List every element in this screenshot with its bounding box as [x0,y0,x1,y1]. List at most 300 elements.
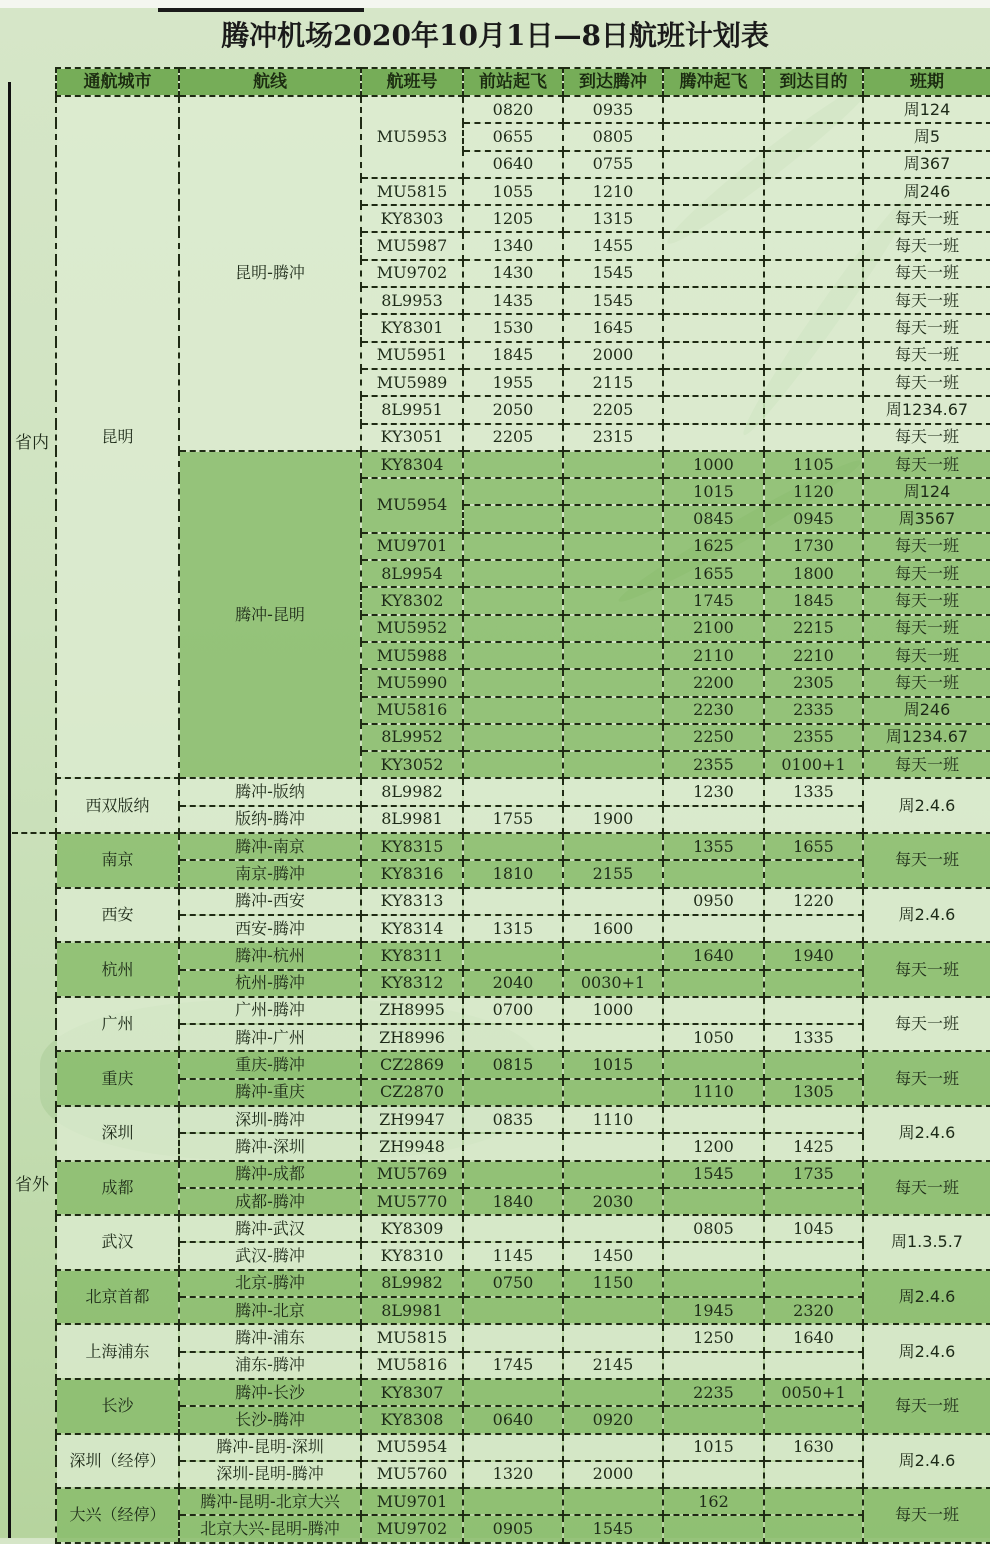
arrive-tengchong-cell [563,505,663,532]
table-row [56,942,990,969]
arrive-destination-cell [764,314,863,341]
region-label: 省外 [15,1175,49,1195]
prev-depart-cell [463,1379,563,1406]
arrive-destination-cell [764,1352,863,1379]
table-row [56,96,990,123]
arrive-tengchong-cell: 1455 [563,232,663,259]
tengchong-depart-cell [663,287,764,314]
arrive-tengchong-cell: 1150 [563,1270,663,1297]
tengchong-depart-cell [663,96,764,123]
arrive-tengchong-cell: 1645 [563,314,663,341]
tengchong-depart-cell: 0950 [663,888,764,915]
arrive-destination-cell [764,369,863,396]
route-cell: 武汉-腾冲 [179,1242,361,1269]
arrive-tengchong-cell: 1545 [563,287,663,314]
arrive-tengchong-cell: 1450 [563,1242,663,1269]
arrive-tengchong-cell [563,1434,663,1461]
table-row [56,1379,990,1406]
prev-depart-cell: 2050 [463,396,563,423]
arrive-destination-cell [764,287,863,314]
tengchong-depart-cell [663,396,764,423]
route-cell: 广州-腾冲 [179,997,361,1024]
flight-number-cell: MU5990 [361,669,463,696]
flight-number-cell: 8L9982 [361,1270,463,1297]
schedule-cell: 周5 [863,123,990,150]
arrive-destination-cell: 1655 [764,833,863,860]
schedule-cell: 周124 [863,96,990,123]
arrive-destination-cell [764,1051,863,1078]
flight-number-cell: MU5988 [361,642,463,669]
arrive-tengchong-cell: 1315 [563,205,663,232]
schedule-cell: 周2.4.6 [863,1434,990,1489]
flight-number-cell: KY8307 [361,1379,463,1406]
schedule-cell: 周2.4.6 [863,1270,990,1325]
schedule-cell: 每天一班 [863,205,990,232]
tengchong-depart-cell: 2355 [663,751,764,778]
city-cell: 重庆 [56,1051,179,1106]
flight-number-cell: MU5954 [361,478,463,533]
route-cell: 浦东-腾冲 [179,1352,361,1379]
tengchong-depart-cell: 1110 [663,1079,764,1106]
flight-number-cell: 8L9953 [361,287,463,314]
flight-number-cell: KY8309 [361,1215,463,1242]
city-cell: 武汉 [56,1215,179,1270]
arrive-destination-cell: 1730 [764,533,863,560]
tengchong-depart-cell [663,260,764,287]
table-row [56,1434,990,1461]
tengchong-depart-cell: 1655 [663,560,764,587]
city-cell: 昆明 [56,96,179,778]
flight-number-cell: ZH9948 [361,1133,463,1160]
table-row [56,1133,990,1160]
prev-depart-cell [463,1297,563,1324]
route-cell: 长沙-腾冲 [179,1406,361,1433]
arrive-tengchong-cell: 2315 [563,424,663,451]
header-arrive-tengchong: 到达腾冲 [563,68,663,96]
flight-number-cell: MU5951 [361,342,463,369]
arrive-destination-cell: 1105 [764,451,863,478]
tengchong-depart-cell: 1250 [663,1324,764,1351]
tengchong-depart-cell: 1015 [663,478,764,505]
tengchong-depart-cell: 162 [663,1488,764,1515]
arrive-tengchong-cell: 1900 [563,806,663,833]
route-cell: 腾冲-昆明 [179,451,361,779]
prev-depart-cell [463,669,563,696]
flight-number-cell: MU5952 [361,615,463,642]
arrive-tengchong-cell [563,642,663,669]
prev-depart-cell: 1755 [463,806,563,833]
arrive-tengchong-cell [563,560,663,587]
top-dark-rule [158,8,364,12]
prev-depart-cell: 0835 [463,1106,563,1133]
prev-depart-cell [463,533,563,560]
schedule-cell: 每天一班 [863,642,990,669]
table-body [56,96,990,1543]
tengchong-depart-cell: 1640 [663,942,764,969]
top-strip [0,0,990,8]
table-row [56,1515,990,1542]
arrive-tengchong-cell: 2000 [563,342,663,369]
tengchong-depart-cell [663,424,764,451]
route-cell: 腾冲-浦东 [179,1324,361,1351]
left-rule [8,82,11,1538]
header-schedule: 班期 [863,68,990,96]
arrive-tengchong-cell [563,724,663,751]
tengchong-depart-cell: 2110 [663,642,764,669]
flight-number-cell: KY8303 [361,205,463,232]
prev-depart-cell: 1315 [463,915,563,942]
schedule-cell: 每天一班 [863,533,990,560]
tengchong-depart-cell: 2230 [663,697,764,724]
route-cell: 杭州-腾冲 [179,970,361,997]
arrive-tengchong-cell: 0030+1 [563,970,663,997]
prev-depart-cell [463,833,563,860]
tengchong-depart-cell [663,1106,764,1133]
route-cell: 重庆-腾冲 [179,1051,361,1078]
flight-number-cell: MU9701 [361,1488,463,1515]
arrive-destination-cell [764,342,863,369]
flight-number-cell: MU5760 [361,1461,463,1488]
route-cell: 腾冲-深圳 [179,1133,361,1160]
flight-number-cell: KY8314 [361,915,463,942]
arrive-destination-cell [764,1406,863,1433]
flight-number-cell: MU5816 [361,1352,463,1379]
tengchong-depart-cell [663,970,764,997]
prev-depart-cell [463,478,563,505]
region-divider [12,832,55,834]
prev-depart-cell [463,451,563,478]
tengchong-depart-cell [663,205,764,232]
prev-depart-cell [463,615,563,642]
arrive-destination-cell: 1335 [764,778,863,805]
arrive-tengchong-cell: 2115 [563,369,663,396]
arrive-tengchong-cell: 1210 [563,178,663,205]
arrive-tengchong-cell: 1545 [563,260,663,287]
tengchong-depart-cell [663,232,764,259]
flight-number-cell: 8L9982 [361,778,463,805]
tengchong-depart-cell [663,178,764,205]
prev-depart-cell: 0820 [463,96,563,123]
prev-depart-cell [463,505,563,532]
arrive-destination-cell [764,123,863,150]
schedule-cell: 周246 [863,178,990,205]
tengchong-depart-cell [663,1406,764,1433]
arrive-destination-cell [764,232,863,259]
tengchong-depart-cell [663,151,764,178]
route-cell: 深圳-腾冲 [179,1106,361,1133]
schedule-cell: 每天一班 [863,451,990,478]
city-cell: 上海浦东 [56,1324,179,1379]
prev-depart-cell [463,1434,563,1461]
tengchong-depart-cell [663,860,764,887]
tengchong-depart-cell [663,123,764,150]
route-cell: 成都-腾冲 [179,1188,361,1215]
arrive-destination-cell [764,1106,863,1133]
tengchong-depart-cell [663,1515,764,1542]
flight-number-cell: 8L9981 [361,806,463,833]
prev-depart-cell: 1810 [463,860,563,887]
route-cell: 深圳-昆明-腾冲 [179,1461,361,1488]
arrive-tengchong-cell: 2155 [563,860,663,887]
flight-number-cell: MU5987 [361,232,463,259]
prev-depart-cell: 1055 [463,178,563,205]
route-cell: 南京-腾冲 [179,860,361,887]
table-row [56,1215,990,1242]
schedule-cell: 周1234.67 [863,724,990,751]
arrive-destination-cell [764,260,863,287]
route-cell: 腾冲-武汉 [179,1215,361,1242]
city-cell: 杭州 [56,942,179,997]
tengchong-depart-cell [663,1461,764,1488]
flight-number-cell: KY8311 [361,942,463,969]
arrive-destination-cell: 1120 [764,478,863,505]
tengchong-depart-cell [663,1051,764,1078]
prev-depart-cell: 1745 [463,1352,563,1379]
table-row [56,1106,990,1133]
prev-depart-cell: 0905 [463,1515,563,1542]
table-row [56,1461,990,1488]
flight-number-cell: MU5953 [361,96,463,178]
schedule-cell: 每天一班 [863,751,990,778]
flight-number-cell: KY8312 [361,970,463,997]
prev-depart-cell [463,778,563,805]
arrive-tengchong-cell: 1545 [563,1515,663,1542]
city-cell: 长沙 [56,1379,179,1434]
tengchong-depart-cell [663,1242,764,1269]
schedule-cell: 每天一班 [863,424,990,451]
tengchong-depart-cell: 1945 [663,1297,764,1324]
table-row [56,1488,990,1515]
route-cell: 腾冲-杭州 [179,942,361,969]
header-route: 航线 [179,68,361,96]
tengchong-depart-cell [663,314,764,341]
table-row [56,888,990,915]
prev-depart-cell: 0700 [463,997,563,1024]
route-cell: 版纳-腾冲 [179,806,361,833]
flight-number-cell: MU5815 [361,1324,463,1351]
table-row [56,1024,990,1051]
tengchong-depart-cell: 2100 [663,615,764,642]
city-cell: 深圳（经停） [56,1434,179,1489]
prev-depart-cell: 1435 [463,287,563,314]
page-title: 腾冲机场2020年10月1日—8日航班计划表 [221,19,769,52]
arrive-destination-cell [764,997,863,1024]
arrive-destination-cell: 2320 [764,1297,863,1324]
arrive-tengchong-cell [563,587,663,614]
flight-number-cell: MU5816 [361,697,463,724]
flight-number-cell: MU9701 [361,533,463,560]
schedule-cell: 每天一班 [863,1379,990,1434]
prev-depart-cell: 1955 [463,369,563,396]
arrive-destination-cell: 2335 [764,697,863,724]
flight-number-cell: KY8313 [361,888,463,915]
prev-depart-cell [463,1079,563,1106]
schedule-cell: 周3567 [863,505,990,532]
schedule-cell: 每天一班 [863,314,990,341]
arrive-destination-cell: 1045 [764,1215,863,1242]
prev-depart-cell [463,587,563,614]
arrive-destination-cell: 0050+1 [764,1379,863,1406]
schedule-cell: 每天一班 [863,287,990,314]
prev-depart-cell: 1845 [463,342,563,369]
header-flight-no: 航班号 [361,68,463,96]
arrive-tengchong-cell [563,1161,663,1188]
flight-number-cell: MU5989 [361,369,463,396]
table-row [56,1297,990,1324]
arrive-tengchong-cell [563,1379,663,1406]
arrive-destination-cell [764,806,863,833]
schedule-cell: 每天一班 [863,1051,990,1106]
arrive-destination-cell [764,1461,863,1488]
arrive-destination-cell: 1640 [764,1324,863,1351]
table-row [56,860,990,887]
arrive-tengchong-cell [563,1024,663,1051]
arrive-tengchong-cell [563,833,663,860]
arrive-tengchong-cell [563,1079,663,1106]
tengchong-depart-cell [663,915,764,942]
table-row [56,778,990,805]
flight-number-cell: MU9702 [361,1515,463,1542]
arrive-tengchong-cell: 2145 [563,1352,663,1379]
prev-depart-cell: 0655 [463,123,563,150]
table-row [56,1051,990,1078]
header-prev-depart: 前站起飞 [463,68,563,96]
arrive-tengchong-cell [563,1133,663,1160]
flight-number-cell: KY8310 [361,1242,463,1269]
table-row [56,997,990,1024]
flight-number-cell: ZH8995 [361,997,463,1024]
schedule-cell: 周246 [863,697,990,724]
route-cell: 昆明-腾冲 [179,96,361,451]
arrive-tengchong-cell [563,451,663,478]
prev-depart-cell [463,942,563,969]
header-city: 通航城市 [56,68,179,96]
flight-schedule-table [55,67,990,1544]
arrive-destination-cell: 1220 [764,888,863,915]
prev-depart-cell: 0750 [463,1270,563,1297]
schedule-cell: 周2.4.6 [863,1106,990,1161]
route-cell: 腾冲-长沙 [179,1379,361,1406]
prev-depart-cell: 0640 [463,151,563,178]
city-cell: 北京首都 [56,1270,179,1325]
city-cell: 大兴（经停） [56,1488,179,1543]
arrive-destination-cell [764,424,863,451]
arrive-destination-cell: 0945 [764,505,863,532]
tengchong-depart-cell: 1625 [663,533,764,560]
table-row [56,1079,990,1106]
arrive-destination-cell: 1630 [764,1434,863,1461]
tengchong-depart-cell: 0845 [663,505,764,532]
prev-depart-cell: 1205 [463,205,563,232]
tengchong-depart-cell: 1355 [663,833,764,860]
arrive-tengchong-cell: 1110 [563,1106,663,1133]
tengchong-depart-cell [663,369,764,396]
arrive-tengchong-cell [563,1488,663,1515]
flight-number-cell: 8L9952 [361,724,463,751]
tengchong-depart-cell: 1745 [663,587,764,614]
city-cell: 深圳 [56,1106,179,1161]
arrive-tengchong-cell [563,478,663,505]
route-cell: 腾冲-昆明-深圳 [179,1434,361,1461]
schedule-cell: 每天一班 [863,260,990,287]
tengchong-depart-cell: 0805 [663,1215,764,1242]
flight-number-cell: MU5769 [361,1161,463,1188]
schedule-cell: 每天一班 [863,587,990,614]
arrive-destination-cell: 1305 [764,1079,863,1106]
tengchong-depart-cell [663,1188,764,1215]
prev-depart-cell [463,642,563,669]
schedule-cell: 每天一班 [863,833,990,888]
city-cell: 西安 [56,888,179,943]
flight-number-cell: KY8316 [361,860,463,887]
region-label: 省内 [15,433,49,453]
flight-number-cell: KY8302 [361,587,463,614]
tengchong-depart-cell [663,806,764,833]
flight-number-cell: KY8304 [361,451,463,478]
flight-number-cell: CZ2869 [361,1051,463,1078]
tengchong-depart-cell: 1230 [663,778,764,805]
arrive-tengchong-cell: 0935 [563,96,663,123]
table-row [56,451,990,478]
prev-depart-cell [463,697,563,724]
flight-number-cell: MU5954 [361,1434,463,1461]
arrive-destination-cell [764,205,863,232]
prev-depart-cell [463,1488,563,1515]
flight-number-cell: CZ2870 [361,1079,463,1106]
tengchong-depart-cell: 1015 [663,1434,764,1461]
table-row [56,915,990,942]
table-row [56,970,990,997]
flight-number-cell: MU9702 [361,260,463,287]
arrive-tengchong-cell: 1600 [563,915,663,942]
table-row [56,1188,990,1215]
arrive-destination-cell: 1800 [764,560,863,587]
tengchong-depart-cell: 2250 [663,724,764,751]
prev-depart-cell [463,724,563,751]
arrive-destination-cell: 1735 [764,1161,863,1188]
tengchong-depart-cell: 1050 [663,1024,764,1051]
tengchong-depart-cell: 1200 [663,1133,764,1160]
arrive-tengchong-cell [563,1297,663,1324]
table-row [56,1352,990,1379]
arrive-tengchong-cell: 2000 [563,1461,663,1488]
arrive-tengchong-cell [563,888,663,915]
table-row [56,1270,990,1297]
flight-number-cell: 8L9954 [361,560,463,587]
schedule-cell: 每天一班 [863,997,990,1052]
schedule-cell: 每天一班 [863,942,990,997]
arrive-destination-cell: 0100+1 [764,751,863,778]
route-cell: 腾冲-北京 [179,1297,361,1324]
arrive-tengchong-cell [563,1215,663,1242]
prev-depart-cell [463,1133,563,1160]
arrive-tengchong-cell: 0805 [563,123,663,150]
arrive-destination-cell: 2215 [764,615,863,642]
city-cell: 广州 [56,997,179,1052]
arrive-destination-cell: 1940 [764,942,863,969]
arrive-destination-cell [764,915,863,942]
arrive-destination-cell: 1845 [764,587,863,614]
schedule-cell: 周2.4.6 [863,1324,990,1379]
arrive-tengchong-cell [563,669,663,696]
tengchong-depart-cell [663,1270,764,1297]
arrive-destination-cell [764,1515,863,1542]
arrive-tengchong-cell: 2030 [563,1188,663,1215]
arrive-destination-cell: 2355 [764,724,863,751]
prev-depart-cell [463,1161,563,1188]
flight-number-cell: ZH9947 [361,1106,463,1133]
arrive-tengchong-cell: 1000 [563,997,663,1024]
